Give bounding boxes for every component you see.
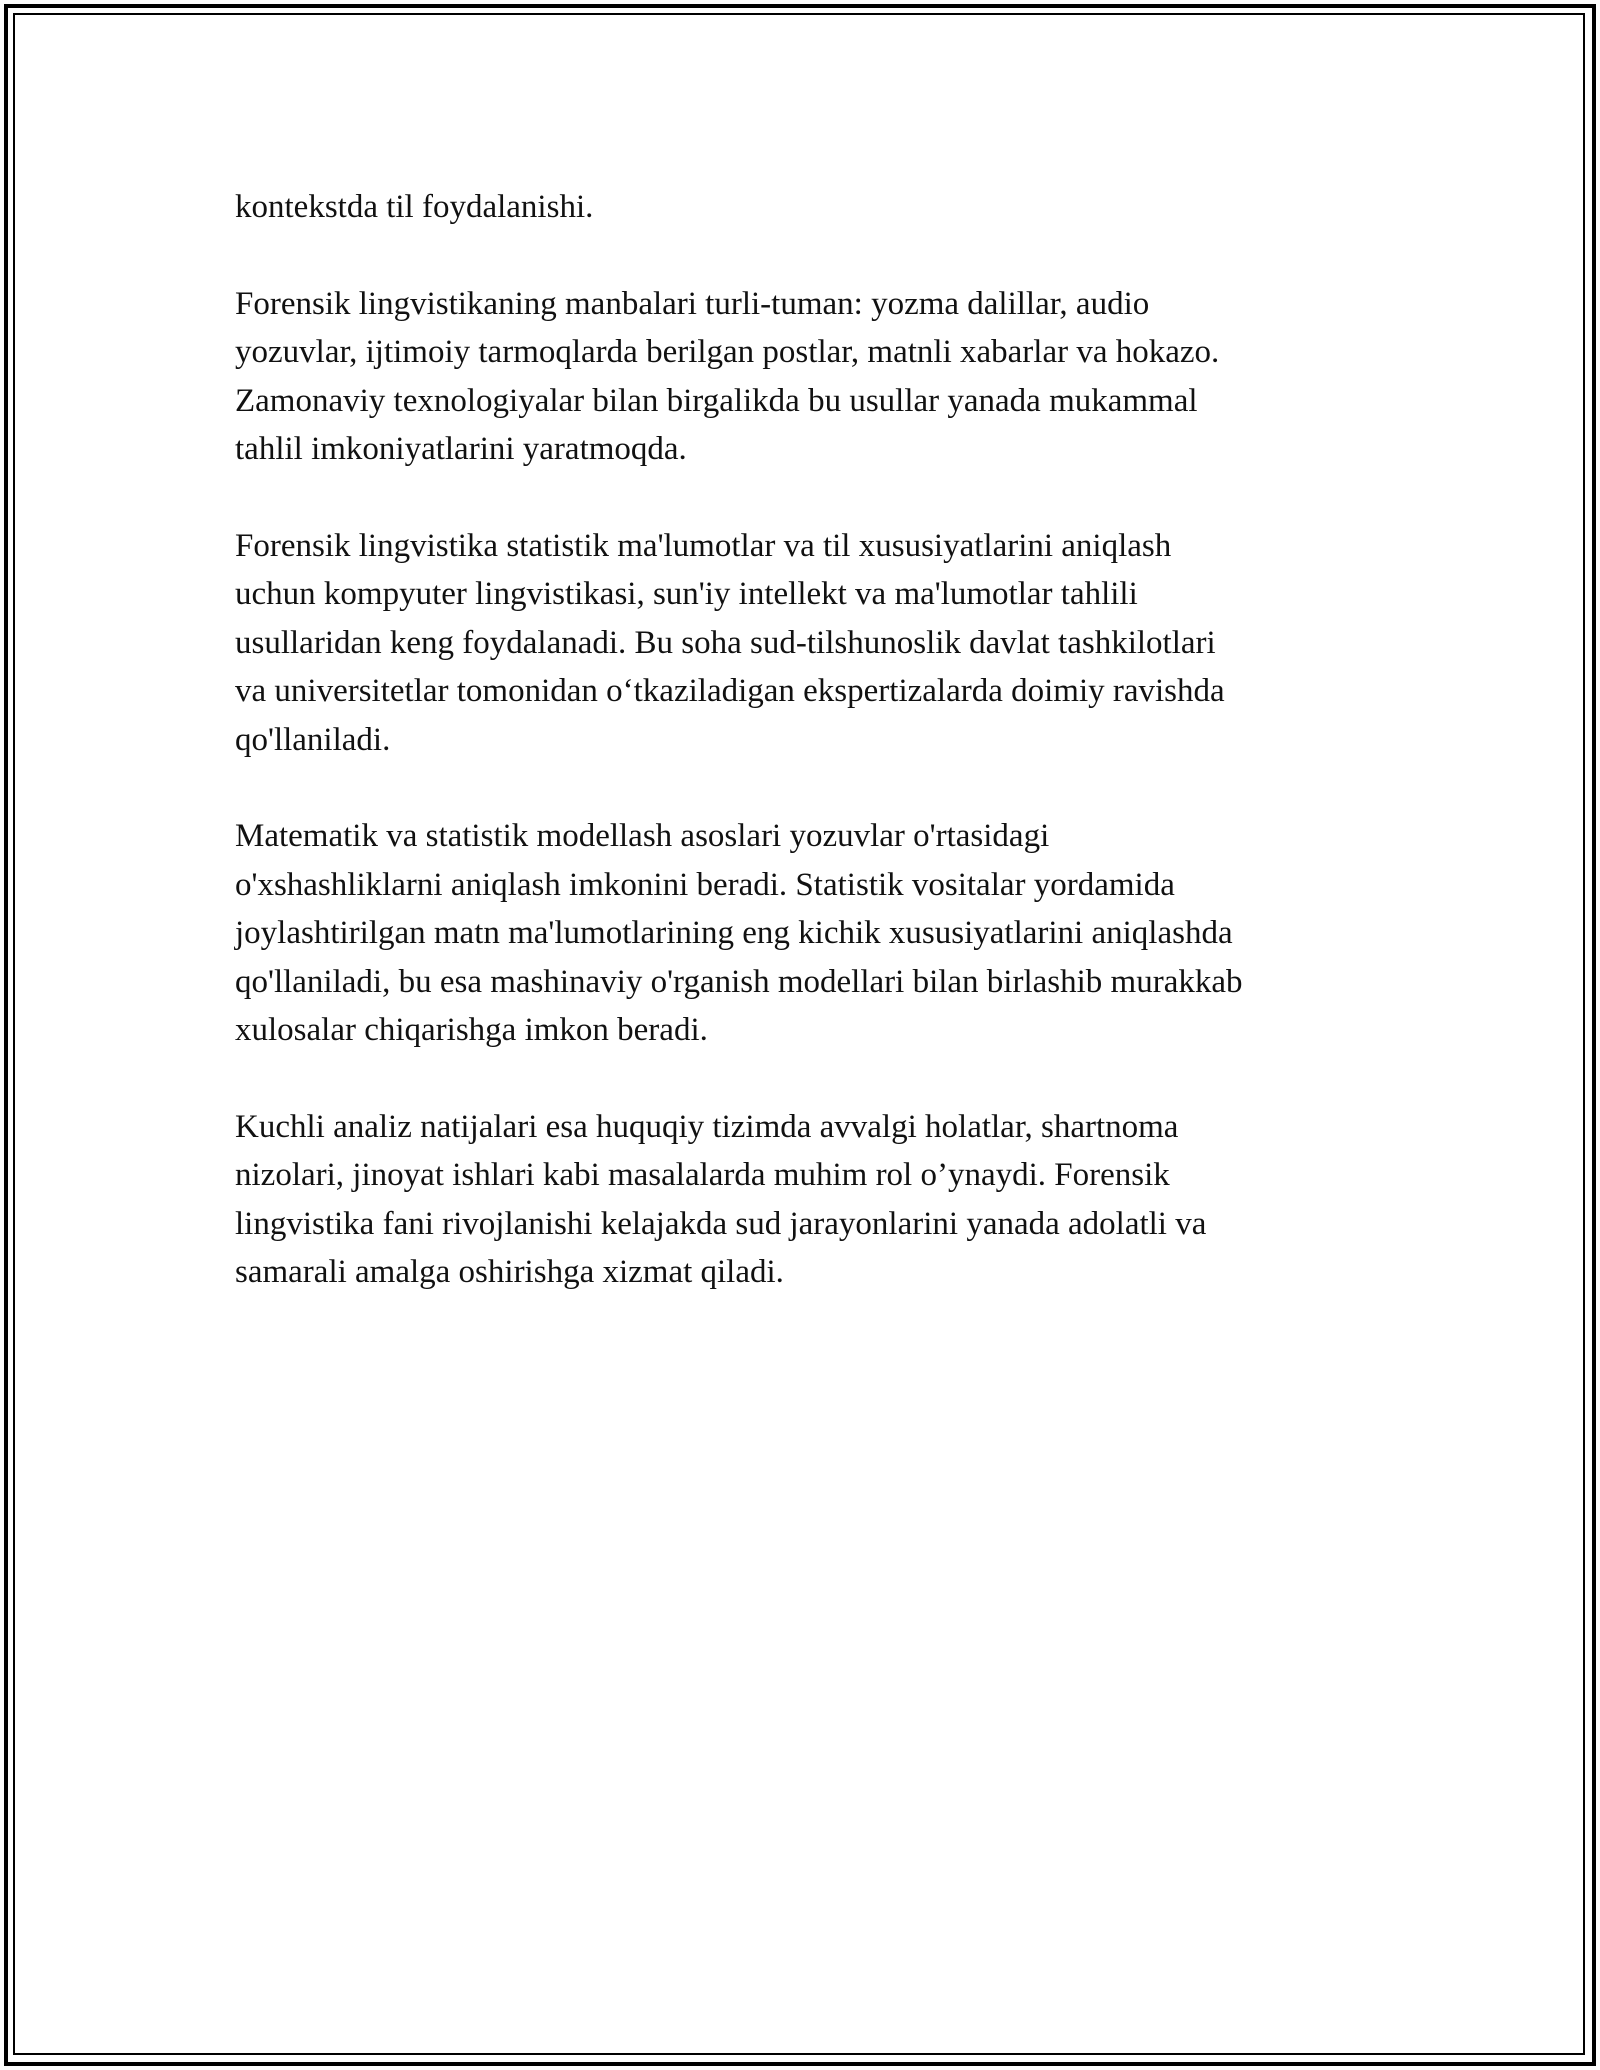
text-line: Kuchli analiz natijalari esa huquqiy tizimda avvalgi holatlar, shartnoma bbox=[235, 1108, 1179, 1145]
document-body bbox=[235, 183, 1385, 1345]
text-line: xulosalar chiqarishga imkon beradi. bbox=[235, 1012, 708, 1048]
text-line: Zamonaviy texnologiyalar bilan birgalikda bu usullar yanada mukammal bbox=[235, 382, 1198, 419]
text-line: usullaridan keng foydalanadi. Bu soha sud-tilshunoslik davlat tashkilotlari bbox=[235, 624, 1216, 661]
paragraph-4 bbox=[235, 812, 1385, 1055]
text-line: Forensik lingvistika statistik ma'lumotlar va til xususiyatlarini aniqlash bbox=[235, 527, 1172, 564]
paragraph-3 bbox=[235, 522, 1385, 765]
text-line: qo'llaniladi. bbox=[235, 721, 391, 758]
text-line: va universitetlar tomonidan o‘tkaziladigan ekspertizalarda doimiy ravishda bbox=[235, 673, 1225, 709]
text-line: nizolari, jinoyat ishlari kabi masalalarda muhim rol o’ynaydi. Forensik bbox=[235, 1157, 1170, 1193]
text-line: samarali amalga oshirishga xizmat qiladi. bbox=[235, 1254, 784, 1290]
text-line: lingvistika fani rivojlanishi kelajakda sud jarayonlarini yanada adolatli va bbox=[235, 1205, 1207, 1242]
text-line: kontekstda til foydalanishi. bbox=[235, 189, 594, 225]
text-line: yozuvlar, ijtimoiy tarmoqlarda berilgan postlar, matnli xabarlar va hokazo. bbox=[235, 334, 1220, 370]
text-line: qo'llaniladi, bu esa mashinaviy o'rganish modellari bilan birlashib murakkab bbox=[235, 963, 1243, 1000]
text-line: joylashtirilgan matn ma'lumotlarining eng kichik xususiyatlarini aniqlashda bbox=[235, 915, 1233, 951]
text-line: tahlil imkoniyatlarini yaratmoqda. bbox=[235, 431, 687, 467]
text-line: uchun kompyuter lingvistikasi, sun'iy intellekt va ma'lumotlar tahlili bbox=[235, 576, 1138, 612]
text-line: o'xshashliklarni aniqlash imkonini beradi. Statistik vositalar yordamida bbox=[235, 866, 1175, 903]
paragraph-5 bbox=[235, 1103, 1385, 1297]
paragraph-1 bbox=[235, 183, 1385, 232]
text-line: Forensik lingvistikaning manbalari turli-tuman: yozma dalillar, audio bbox=[235, 285, 1150, 322]
text-line: Matematik va statistik modellash asoslari yozuvlar o'rtasidagi bbox=[235, 818, 1050, 854]
paragraph-2 bbox=[235, 280, 1385, 474]
